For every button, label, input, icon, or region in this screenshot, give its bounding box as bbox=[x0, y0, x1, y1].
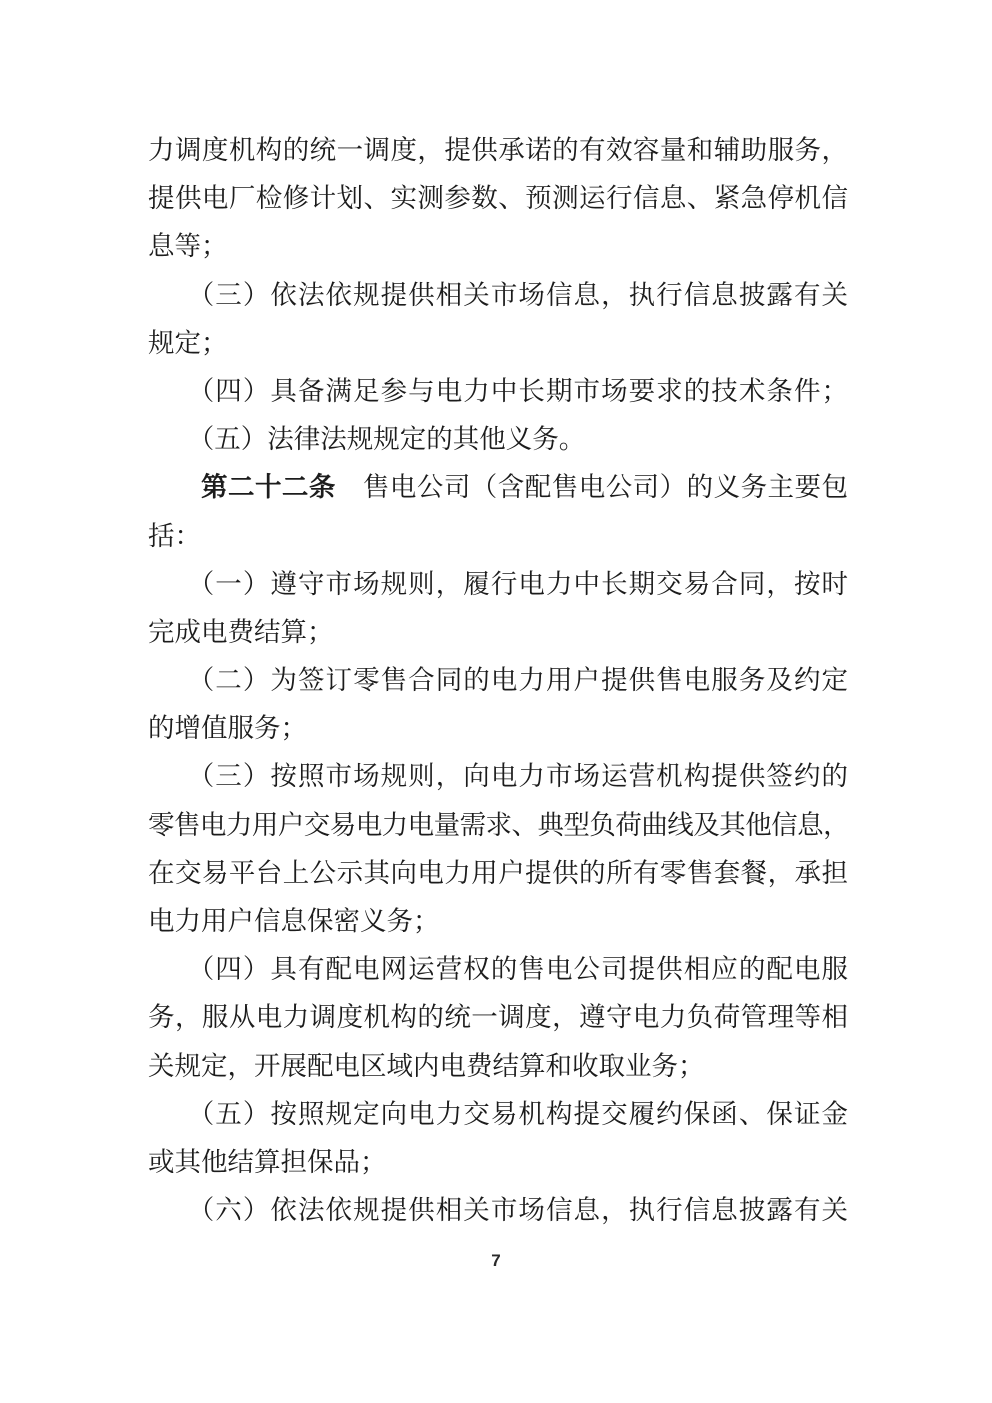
text-line: 务，服从电力调度机构的统一调度，遵守电力负荷管理等相 bbox=[148, 1002, 848, 1034]
text-line: 或其他结算担保品； bbox=[148, 1146, 387, 1178]
text-line: 的增值服务； bbox=[148, 713, 307, 745]
article-heading-text: 售电公司（含配售电公司）的义务主要包 bbox=[335, 472, 849, 504]
text-line: 规定； bbox=[148, 327, 228, 359]
text-line: 息等； bbox=[148, 231, 228, 263]
text-line: （三）按照市场规则，向电力市场运营机构提供签约的 bbox=[187, 761, 848, 793]
text-line: （三）依法依规提供相关市场信息，执行信息披露有关 bbox=[187, 279, 848, 311]
text-line: （二）为签订零售合同的电力用户提供售电服务及约定 bbox=[187, 665, 848, 697]
text-line: 关规定，开展配电区域内电费结算和收取业务； bbox=[148, 1050, 705, 1082]
text-line: （五）法律法规规定的其他义务。 bbox=[187, 424, 586, 456]
page-number: 7 bbox=[491, 1251, 501, 1270]
text-line: （五）按照规定向电力交易机构提交履约保函、保证金 bbox=[187, 1098, 848, 1130]
text-line: 括： bbox=[148, 520, 201, 552]
text-line: 电力用户信息保密义务； bbox=[148, 906, 440, 937]
article-heading-line bbox=[148, 464, 848, 512]
document-body bbox=[148, 127, 848, 1235]
text-line: 力调度机构的统一调度，提供承诺的有效容量和辅助服务， bbox=[148, 135, 848, 166]
article-number: 第二十二条 bbox=[201, 472, 336, 504]
text-line: 零售电力用户交易电力电量需求、典型负荷曲线及其他信息， bbox=[148, 809, 848, 841]
text-line: （一）遵守市场规则，履行电力中长期交易合同，按时 bbox=[187, 568, 848, 600]
text-line: 在交易平台上公示其向电力用户提供的所有零售套餐，承担 bbox=[148, 857, 848, 889]
text-line: （六）依法依规提供相关市场信息，执行信息披露有关 bbox=[187, 1195, 848, 1227]
text-line: （四）具有配电网运营权的售电公司提供相应的配电服 bbox=[187, 954, 848, 986]
text-line: 完成电费结算； bbox=[148, 616, 334, 648]
text-line: （四）具备满足参与电力中长期市场要求的技术条件； bbox=[187, 375, 848, 407]
text-line: 提供电厂检修计划、实测参数、预测运行信息、紧急停机信 bbox=[148, 183, 848, 215]
